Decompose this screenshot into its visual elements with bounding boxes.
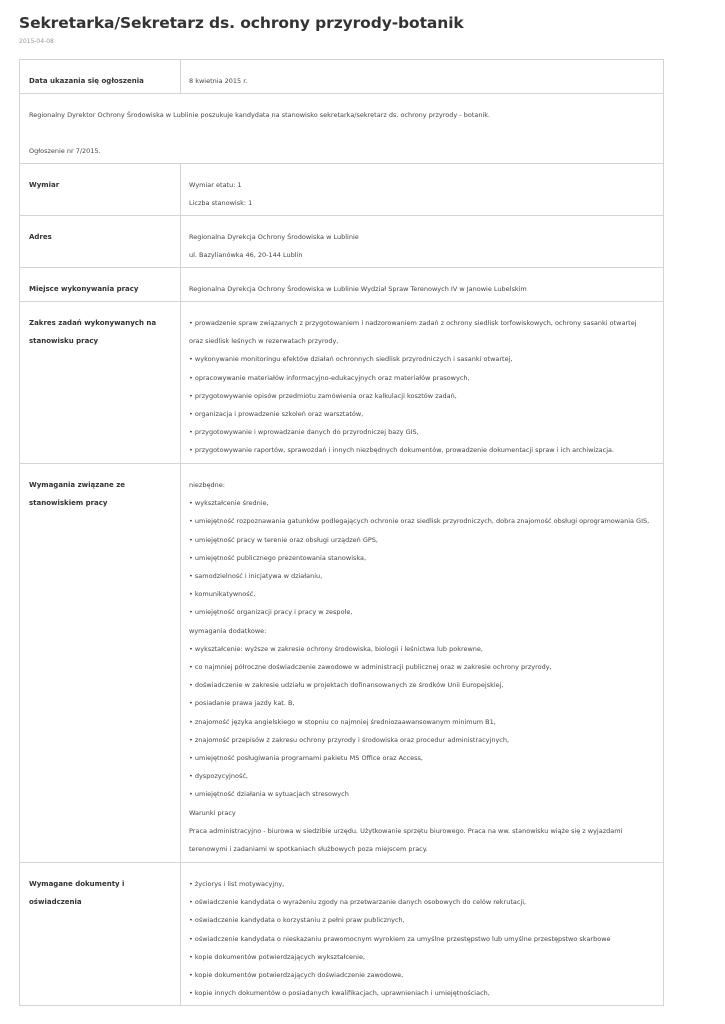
content-line: • opracowywanie materiałów informacyjno-edukacyjnych oraz materiałów prasowych, <box>189 373 470 382</box>
intro-text: Regionalny Dyrektor Ochrony Środowiska w Lublinie poszukuje kandydata na stanowisko sekretarka/sekretarz ds. ochrony przyrody - botanik. <box>29 111 491 119</box>
row-value <box>181 164 663 215</box>
page-title: Sekretarka/Sekretarz ds. ochrony przyrody-botanik <box>19 14 464 32</box>
content-line: • umiejętność posługiwania programami pakietu MS Office oraz Access, <box>189 754 423 763</box>
publication-date: 2015-04-08 <box>19 38 54 45</box>
row-announcement-date <box>20 60 663 94</box>
content-line: • kopie innych dokumentów o posiadanych kwalifikacjach, uprawnieniach i umiejętnościach, <box>189 989 490 998</box>
row-value <box>181 302 663 463</box>
content-line: • życiorys i list motywacyjny, <box>189 880 285 888</box>
content-line: • znajomość języka angielskiego w stopniu co najmniej średniozaawansowanym minimum B1, <box>189 717 496 726</box>
content-line: • oświadczenie kandydata o nieskazaniu prawomocnym wyrokiem za umyślne przestępstwo lub umyślne przestępstwo skarbowe <box>189 934 611 943</box>
row-duties <box>20 302 663 464</box>
content-line: • przygotowywanie raportów, sprawozdań i innych niezbędnych dokumentów, prowadzenie dokumentacji spraw i ich archiwizacja. <box>189 446 615 455</box>
content-line: • umiejętność publicznego prezentowania stanowiska, <box>189 553 367 562</box>
content-line: • oświadczenie kandydata o korzystaniu z pełni praw publicznych, <box>189 916 405 925</box>
row-address <box>20 216 663 268</box>
row-intro <box>20 94 663 164</box>
row-label: Wymagania związane ze stanowiskiem pracy <box>20 464 181 862</box>
content-line: • posiadanie prawa jazdy kat. B, <box>189 699 295 708</box>
row-value <box>181 863 663 1005</box>
content-line: niezbędne: <box>189 481 225 489</box>
row-requirements <box>20 464 663 863</box>
content-line: Regionalna Dyrekcja Ochrony Środowiska w Lublinie <box>189 233 359 241</box>
announcement-number: Ogłoszenie nr 7/2015. <box>29 147 101 155</box>
content-line: • umiejętność działania w sytuacjach stresowych <box>189 790 349 799</box>
content-line: Liczba stanowisk: 1 <box>189 199 253 208</box>
content-line: oraz siedlisk leśnych w rezerwatach przyrody, <box>189 337 339 346</box>
row-documents <box>20 863 663 1005</box>
content-line: • przygotowywanie opisów przedmiotu zamówienia oraz kalkulacji kosztów zadań, <box>189 391 457 400</box>
content-line: • oświadczenie kandydata o wyrażeniu zgody na przetwarzanie danych osobowych do celów rekrutacji, <box>189 898 527 907</box>
content-line: Wymiar etatu: 1 <box>189 181 242 189</box>
content-line: • prowadzenie spraw związanych z przygotowaniem i nadzorowaniem zadań z ochrony siedlisk torfowiskowych, ochrony sasanki otwartej <box>189 319 637 327</box>
content-line: • organizacja i prowadzenie szkoleń oraz warsztatów, <box>189 410 364 419</box>
content-line: • samodzielność i inicjatywa w działaniu, <box>189 572 323 581</box>
content-line: Praca administracyjno - biurowa w siedzibie urzędu. Użytkowanie sprzętu biurowego. Praca na ww. stanowisku wiąże się z wyjazdami <box>189 826 623 835</box>
content-line: • umiejętność organizacji pracy i pracy w zespole, <box>189 608 353 617</box>
content-line: terenowymi i zadaniami w spotkaniach służbowych poza miejscem pracy. <box>189 845 428 854</box>
content-line: • komunikatywność, <box>189 590 256 599</box>
row-dimension <box>20 164 663 216</box>
content-line: • umiejętność rozpoznawania gatunków podlegających ochronie oraz siedlisk przyrodniczych, dobra znajomość obsługi oprogramowania GIS, <box>189 517 650 526</box>
content-line: • co najmniej półroczne doświadczenie zawodowe w administracji publicznej oraz w zakresie ochrony przyrody, <box>189 663 552 672</box>
content-line: ul. Bazylianówka 46, 20-144 Lublin <box>189 251 303 260</box>
row-workplace <box>20 268 663 302</box>
content-line: • dyspozycyjność, <box>189 772 248 781</box>
content-line: • doświadczenie w zakresie udziału w projektach dofinansowanych ze środków Unii Europejskiej, <box>189 681 504 690</box>
content-line: • wykształcenie średnie, <box>189 499 269 508</box>
content-line: Warunki pracy <box>189 808 236 817</box>
content-line: wymagania dodatkowe: <box>189 626 267 635</box>
row-value <box>181 268 663 301</box>
content-line: • wykształcenie: wyższe w zakresie ochrony środowiska, biologii i leśnictwa lub pokrewne, <box>189 644 483 653</box>
row-label: Data ukazania się ogłoszenia <box>20 60 181 93</box>
row-value <box>181 216 663 267</box>
row-value <box>181 464 663 862</box>
row-label: Wymiar <box>20 164 181 215</box>
content-line: • kopie dokumentów potwierdzających doświadczenie zawodowe, <box>189 971 404 980</box>
intro-cell <box>20 94 663 163</box>
content-line: • wykonywanie monitoringu efektów działań ochronnych siedlisk przyrodniczych i sasanki otwartej, <box>189 355 513 364</box>
row-label: Adres <box>20 216 181 267</box>
content-line: Regionalna Dyrekcja Ochrony Środowiska w Lublinie Wydział Spraw Terenowych IV w Janowie Lubelskim <box>189 285 527 293</box>
row-value: 8 kwietnia 2015 r. <box>189 77 248 85</box>
details-table <box>19 59 664 1006</box>
content-line: • kopie dokumentów potwierdzających wykształcenie, <box>189 952 366 961</box>
content-line: • znajomość przepisów z zakresu ochrony przyrody i środowiska oraz procedur administracyjnych, <box>189 735 510 744</box>
content-line: • przygotowywanie i wprowadzanie danych do przyrodniczej bazy GIS, <box>189 428 419 437</box>
row-label: Wymagane dokumenty i oświadczenia <box>20 863 181 1005</box>
content-line: • umiejętność pracy w terenie oraz obsługi urządzeń GPS, <box>189 535 378 544</box>
row-label: Zakres zadań wykonywanych na stanowisku pracy <box>20 302 181 463</box>
row-label: Miejsce wykonywania pracy <box>20 268 181 301</box>
